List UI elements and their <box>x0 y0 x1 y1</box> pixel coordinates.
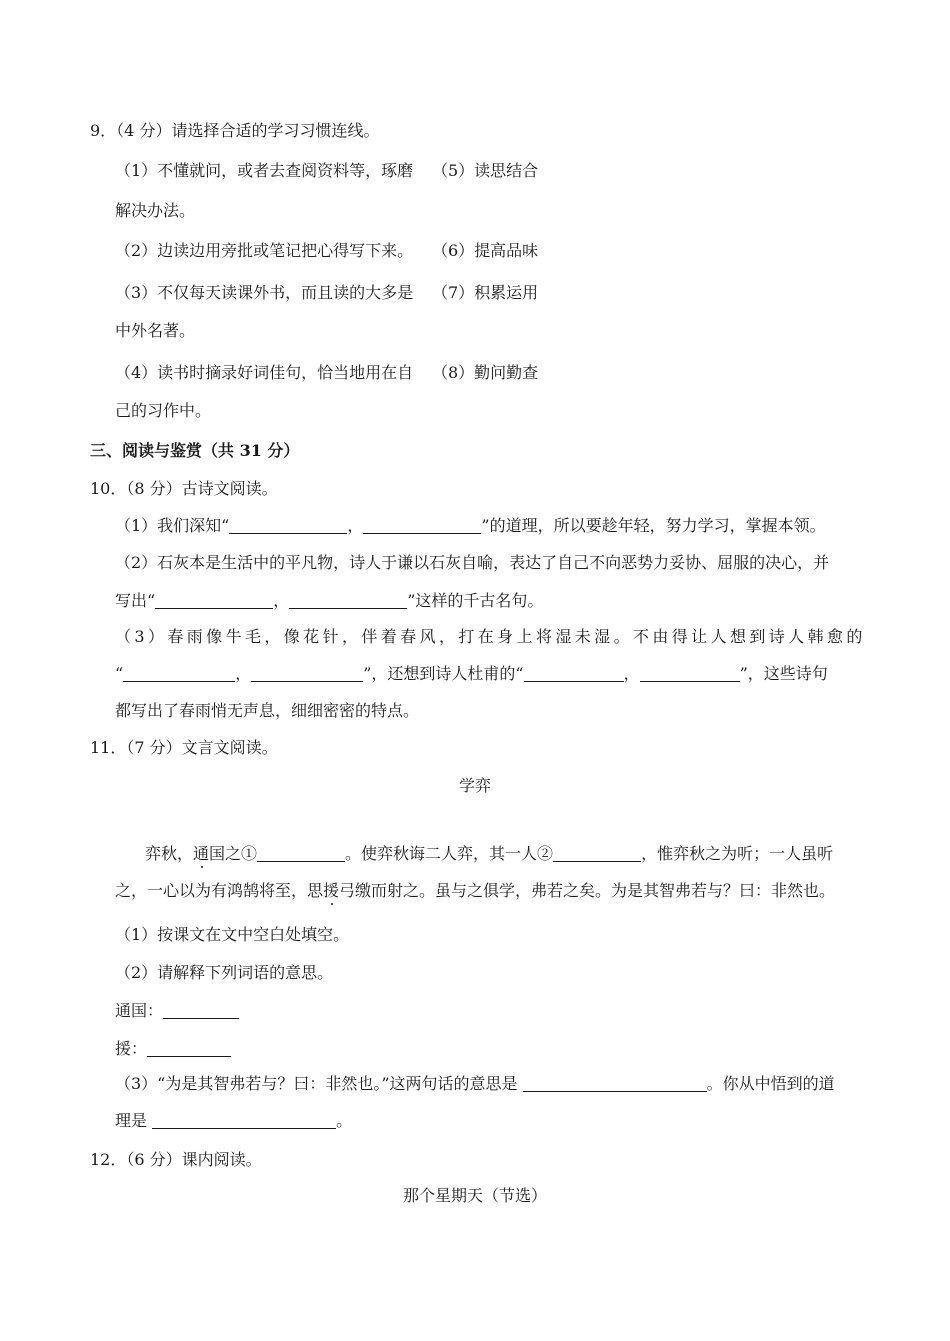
q12-title: 12．（6 分）课内阅读。 <box>90 1150 262 1169</box>
q11-pass-l2c: 弓缴而射之。虽与之俱学，弗若之矣。为是其智弗若与？曰：非然也。 <box>339 881 836 900</box>
q9-left-1-line1: （1）不懂就问，或者去查阅资料等，琢磨 <box>115 161 414 180</box>
q10-p3-b: ， <box>235 664 252 683</box>
q10-p3-c: ”，还想到诗人杜甫的“ <box>363 664 524 683</box>
q9-left-2-line1: （2）边读边用旁批或笔记把心得写下来。 <box>115 241 414 260</box>
q9-left-4-line2: 己的习作中。 <box>115 401 212 420</box>
q11-pass-d: 。使弈秋诲二人弈，其一人② <box>345 844 554 863</box>
q10-title: 10．（8 分）古诗文阅读。 <box>90 479 278 498</box>
q11-blank2[interactable] <box>553 845 641 862</box>
q11-sub2: （2）请解释下列词语的意思。 <box>115 963 334 982</box>
q10-p2-c: ”这样的千古名句。 <box>407 591 544 610</box>
q11-word1 <box>115 1000 239 1022</box>
q11-pass-l2a: 之，一心以为有鸿鹄将至，思 <box>115 881 324 900</box>
q11-s3-d: 。 <box>336 1111 353 1130</box>
q11-pass-l2b: 援 <box>323 881 340 900</box>
q10-part3-line3: 都写出了春雨悄无声息，细细密密的特点。 <box>115 701 420 720</box>
q9-right-7: （7）积累运用 <box>432 283 539 302</box>
q11-blank1[interactable] <box>257 845 345 862</box>
q11-s3-blank1[interactable] <box>523 1075 707 1092</box>
q10-p3-d: ， <box>623 664 640 683</box>
q10-p1-blank2[interactable] <box>363 517 481 534</box>
q11-title: 11．（7 分）文言文阅读。 <box>90 738 278 757</box>
q10-p1-a: （1）我们深知“ <box>115 516 230 535</box>
q9-title: 9．（4 分）请选择合适的学习习惯连线。 <box>90 121 380 140</box>
q10-p1-c: ”的道理，所以要趁年轻，努力学习，掌握本领。 <box>481 516 826 535</box>
q11-word2-blank[interactable] <box>147 1040 231 1057</box>
q11-s3-c: 理是 <box>115 1111 153 1130</box>
q11-passage-line2 <box>115 880 835 902</box>
q11-word1-label: 通国： <box>115 1001 164 1020</box>
q10-p1-b: ， <box>347 516 364 535</box>
q9-right-8: （8）勤问勤查 <box>432 363 539 382</box>
q11-word2-label: 援： <box>115 1039 148 1058</box>
q10-part3-line1: （3）春雨像牛毛，像花针，伴着春风，打在身上将湿未湿。不由得让人想到诗人韩愈的 <box>115 627 866 646</box>
q10-p3-e: ”，这些诗句 <box>739 664 828 683</box>
q11-sub3-line1 <box>115 1073 835 1095</box>
q11-sub3-line2 <box>115 1110 352 1132</box>
section-heading: 三、阅读与鉴赏（共 31 分） <box>90 441 300 460</box>
q10-p3-a: “ <box>115 664 124 683</box>
q10-p1-blank1[interactable] <box>229 517 347 534</box>
q11-pass-a: 弈秋， <box>145 844 194 863</box>
q11-s3-blank2[interactable] <box>152 1112 336 1129</box>
q11-pass-b: 通 <box>193 844 210 863</box>
q11-s3-a: （3）“为是其智弗若与？曰：非然也。”这两句话的意思是 <box>115 1074 523 1093</box>
q10-part2-line2 <box>115 590 543 612</box>
q9-left-3-line2: 中外名著。 <box>115 321 196 340</box>
q9-right-6: （6）提高品味 <box>432 241 539 260</box>
q9-left-1-line2: 解决办法。 <box>115 201 196 220</box>
q10-p3-blank1[interactable] <box>123 665 235 682</box>
q9-right-5: （5）读思结合 <box>432 161 539 180</box>
q11-sub1: （1）按课文在文中空白处填空。 <box>115 925 350 944</box>
q10-p2-blank2[interactable] <box>289 592 407 609</box>
q10-part3-line2 <box>115 663 828 685</box>
q10-p3-blank3[interactable] <box>524 665 624 682</box>
q10-p3-blank4[interactable] <box>640 665 740 682</box>
q10-p2-blank1[interactable] <box>155 592 273 609</box>
q9-left-3-line1: （3）不仅每天读课外书，而且读的大多是 <box>115 283 414 302</box>
q10-p2-a: 写出“ <box>115 591 156 610</box>
q9-left-4-line1: （4）读书时摘录好词佳句，恰当地用在自 <box>115 363 414 382</box>
q10-p3-blank2[interactable] <box>251 665 363 682</box>
q11-passage-title: 学弈 <box>458 776 491 795</box>
q12-passage-title: 那个星期天（节选） <box>402 1186 547 1205</box>
q11-passage-line1 <box>145 843 833 865</box>
q11-s3-b: 。你从中悟到的道 <box>706 1074 835 1093</box>
q11-word2 <box>115 1038 231 1060</box>
q11-word1-blank[interactable] <box>163 1002 239 1019</box>
q10-part2-line1: （2）石灰本是生活中的平凡物，诗人于谦以石灰自喻，表达了自己不向恶势力妥协、屈服的决心，并 <box>115 553 830 572</box>
q10-p2-b: ， <box>273 591 290 610</box>
q11-pass-e: ，惟弈秋之为听；一人虽听 <box>641 844 834 863</box>
q10-part1 <box>115 515 826 537</box>
q11-pass-c: 国之① <box>209 844 258 863</box>
